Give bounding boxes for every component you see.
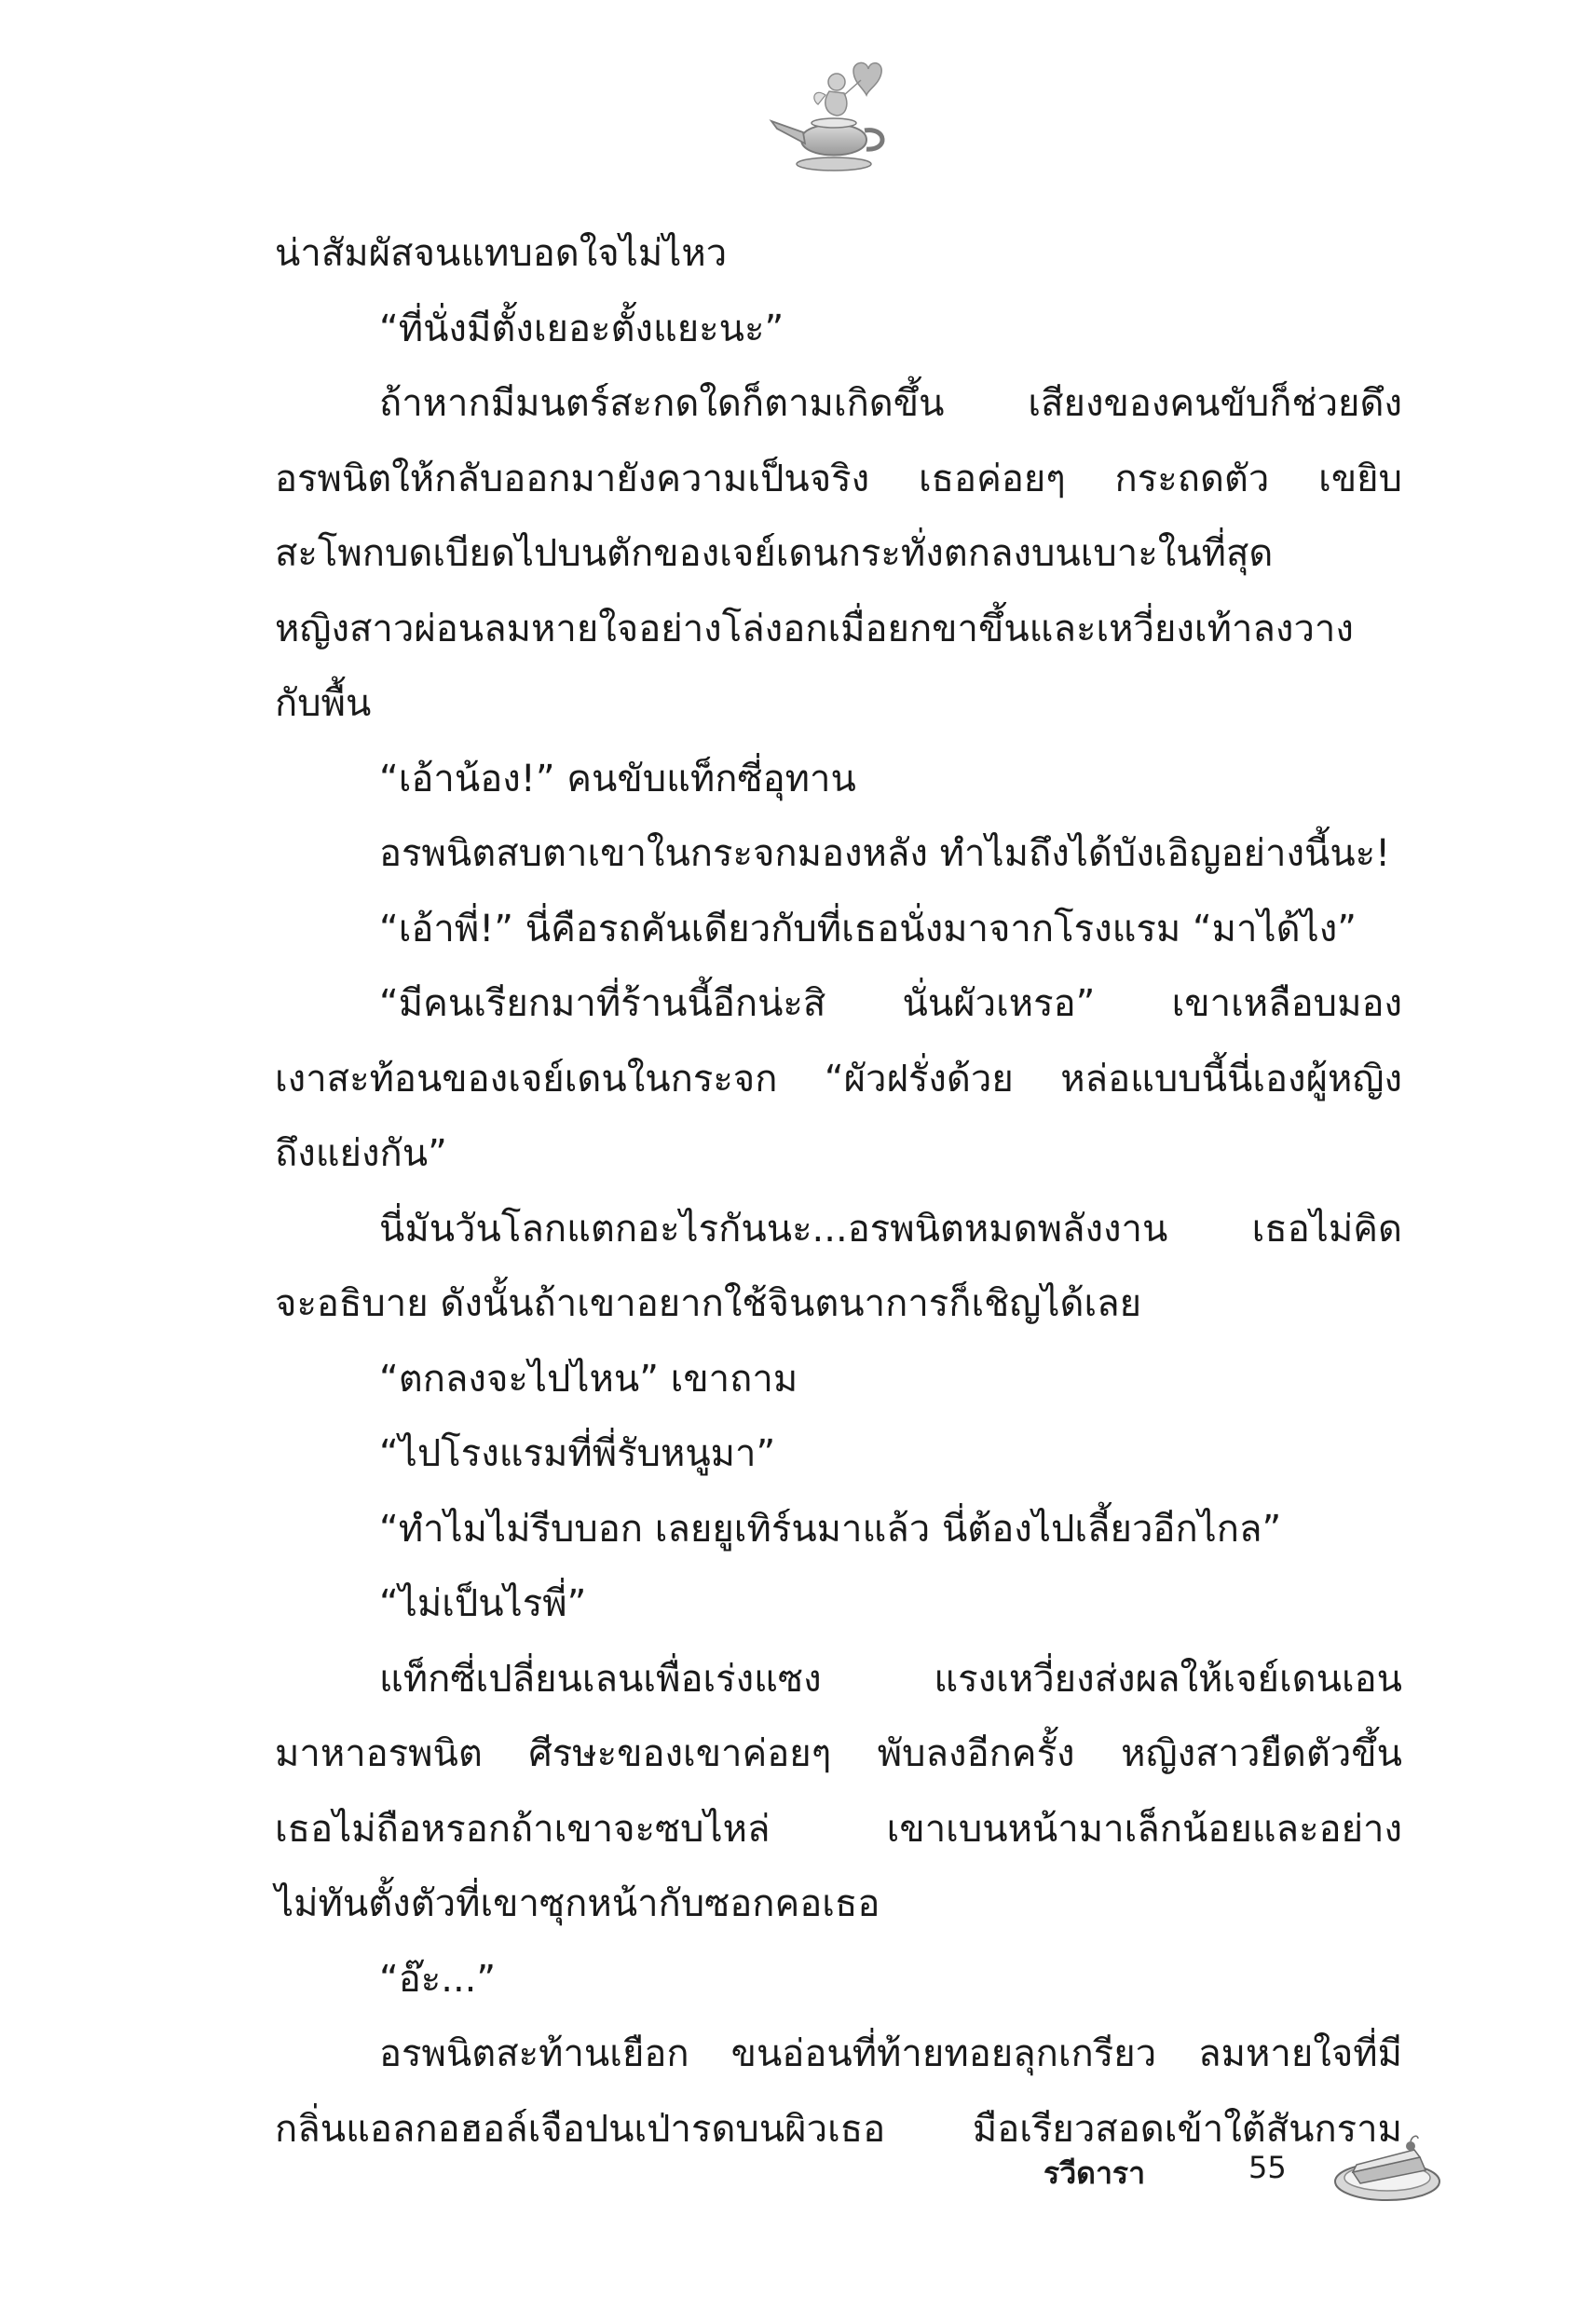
running-title: รวีดารา <box>1044 2155 1146 2191</box>
text-line: “อ๊ะ...” <box>379 1957 497 2001</box>
text-line: นี่มันวันโลกแตกอะไรกันนะ...อรพนิตหมดพลังงาน เธอไม่คิด <box>379 1207 1402 1251</box>
text-line: กับพื้น <box>275 682 372 725</box>
text-line: ไม่ทันตั้งตัวที่เขาซุกหน้ากับซอกคอเธอ <box>275 1882 880 1925</box>
text-line: “ตกลงจะไปไหน” เขาถาม <box>379 1357 798 1401</box>
text-line: “มีคนเรียกมาที่ร้านนี้อีกน่ะสิ นั่นผัวเหรอ” เขาเหลือบมอง <box>379 982 1402 1025</box>
text-line: “ไม่เป็นไรพี่” <box>379 1582 587 1625</box>
teapot-cupid-icon <box>764 54 904 177</box>
page-footer <box>0 2129 1596 2241</box>
text-line: ถ้าหากมีมนตร์สะกดใดก็ตามเกิดขึ้น เสียงของคนขับก็ช่วยดึง <box>379 382 1402 425</box>
text-line: มาหาอรพนิต ศีรษะของเขาค่อยๆ พับลงอีกครั้ง หญิงสาวยืดตัวขึ้น <box>275 1732 1402 1775</box>
text-line: อรพนิตสบตาเขาในกระจกมองหลัง ทำไมถึงได้บังเอิญอย่างนี้นะ! <box>379 832 1391 875</box>
text-line: “เอ้าพี่!” นี่คือรถคันเดียวกับที่เธอนั่งมาจากโรงแรม “มาได้ไง” <box>379 907 1357 950</box>
text-line: กลิ่นแอลกอฮอล์เจือปนเป่ารดบนผิวเธอ มือเรียวสอดเข้าใต้สันกราม <box>275 2107 1402 2151</box>
text-line: หญิงสาวผ่อนลมหายใจอย่างโล่งอกเมื่อยกขาขึ้นและเหวี่ยงเท้าลงวาง <box>275 607 1354 650</box>
cake-slice-icon <box>1332 2129 1442 2204</box>
text-line: จะอธิบาย ดังนั้นถ้าเขาอยากใช้จินตนาการก็เชิญได้เลย <box>275 1282 1142 1325</box>
text-line: “เอ้าน้อง!” คนขับแท็กซี่อุทาน <box>379 757 856 800</box>
page-number: 55 <box>1248 2150 1287 2185</box>
text-line: “ทำไมไม่รีบบอก เลยยูเทิร์นมาแล้ว นี่ต้องไปเลี้ยวอีกไกล” <box>379 1507 1282 1551</box>
text-line: อรพนิตให้กลับออกมายังความเป็นจริง เธอค่อยๆ กระถดตัว เขยิบ <box>275 457 1402 500</box>
text-line: เงาสะท้อนของเจย์เดนในกระจก “ผัวฝรั่งด้วย หล่อแบบนี้นี่เองผู้หญิง <box>275 1057 1402 1101</box>
text-line: เธอไม่ถือหรอกถ้าเขาจะซบไหล่ เขาเบนหน้ามาเล็กน้อยและอย่าง <box>275 1807 1402 1851</box>
text-line: ถึงแย่งกัน” <box>275 1132 447 1175</box>
text-line: อรพนิตสะท้านเยือก ขนอ่อนที่ท้ายทอยลุกเกรียว ลมหายใจที่มี <box>379 2032 1402 2075</box>
text-line: “ไปโรงแรมที่พี่รับหนูมา” <box>379 1432 776 1475</box>
text-line: แท็กซี่เปลี่ยนเลนเพื่อเร่งแซง แรงเหวี่ยงส่งผลให้เจย์เดนเอน <box>379 1657 1402 1701</box>
text-line: “ที่นั่งมีตั้งเยอะตั้งแยะนะ” <box>379 307 784 350</box>
text-line: น่าสัมผัสจนแทบอดใจไม่ไหว <box>275 232 728 275</box>
text-line: สะโพกบดเบียดไปบนตักของเจย์เดนกระทั่งตกลงบนเบาะในที่สุด <box>275 532 1274 575</box>
body-text <box>275 216 1402 2167</box>
